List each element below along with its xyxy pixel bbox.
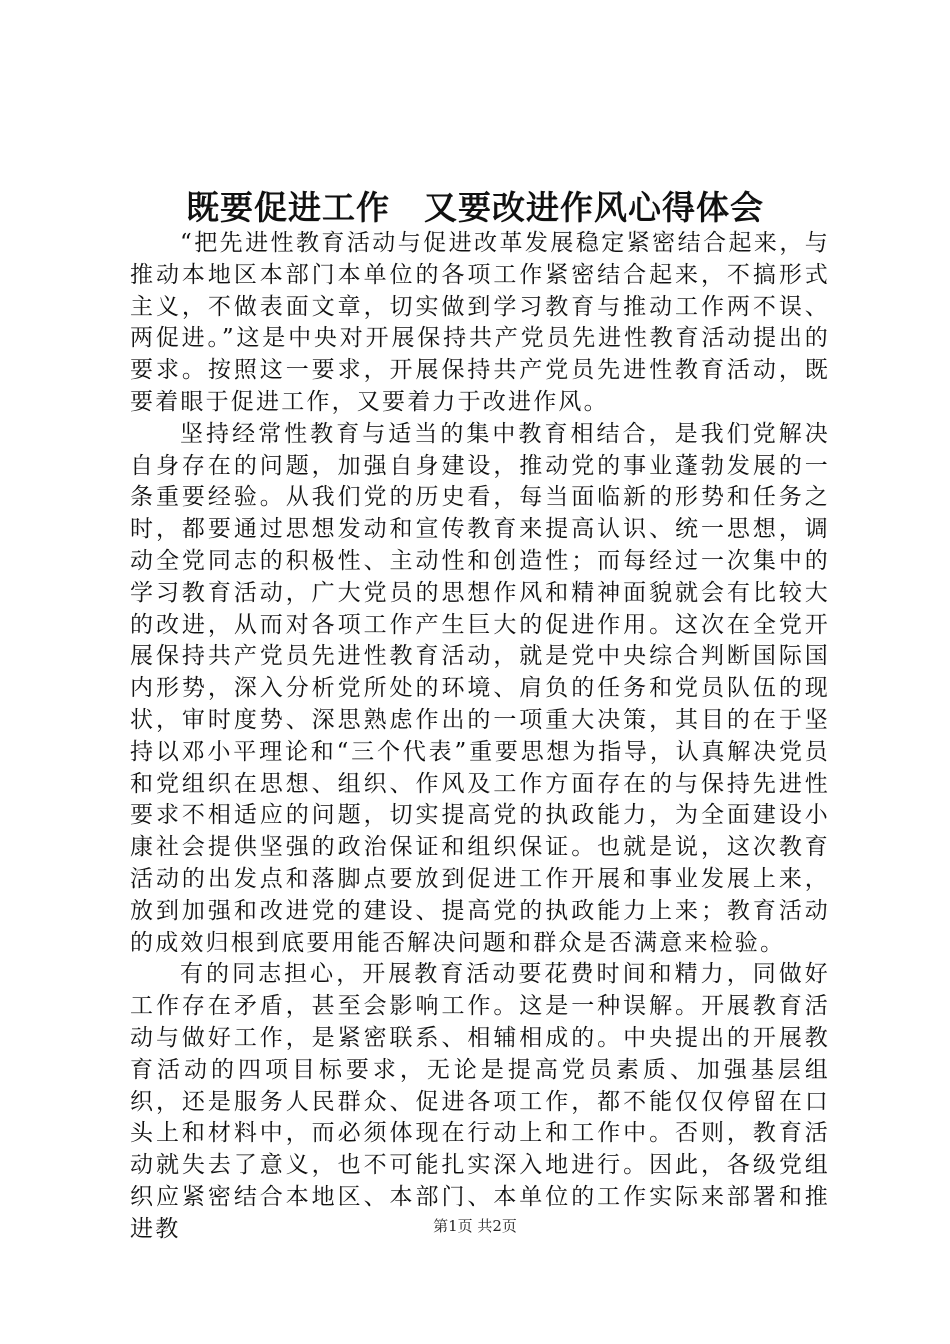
paragraph-2: 坚持经常性教育与适当的集中教育相结合，是我们党解决自身存在的问题，加强自身建设，推动党的事业蓬勃发展的一条重要经验。从我们党的历史看，每当面临新的形势和任务之时，都要通过思想发动和宣传教育来提高认识、统一思想，调动全党同志的积极性、主动性和创造性；而每经过一次集中的学习教育活动，广大党员的思想作风和精神面貌就会有比较大的改进，从而对各项工作产生巨大的促进作用。这次在全党开展保持共产党员先进性教育活动，就是党中央综合判断国际国内形势，深入分析党所处的环境、肩负的任务和党员队伍的现状，审时度势、深思熟虑作出的一项重大决策，其目的在于坚持以邓小平理论和“三个代表”重要思想为指导，认真解决党员和党组织在思想、组织、作风及工作方面存在的与保持先进性要求不相适应的问题，切实提高党的执政能力，为全面建设小康社会提供坚强的政治保证和组织保证。也就是说，这次教育活动的出发点和落脚点要放到促进工作开展和事业发展上来，放到加强和改进党的建设、提高党的执政能力上来；教育活动的成效归根到底要用能否解决问题和群众是否满意来检验。 bbox=[130, 420, 830, 956]
paragraph-1: “把先进性教育活动与促进改革发展稳定紧密结合起来，与推动本地区本部门本单位的各项工作紧密结合起来，不搞形式主义，不做表面文章，切实做到学习教育与推动工作两不误、两促进。”这是中央对开展保持共产党员先进性教育活动提出的要求。按照这一要求，开展保持共产党员先进性教育活动，既要着眼于促进工作，又要着力于改进作风。 bbox=[130, 230, 830, 415]
paragraph-3: 有的同志担心，开展教育活动要花费时间和精力，同做好工作存在矛盾，甚至会影响工作。这是一种误解。开展教育活动与做好工作，是紧密联系、相辅相成的。中央提出的开展教育活动的四项目标要求，无论是提高党员素质、加强基层组织，还是服务人民群众、促进各项工作，都不能仅仅停留在口头上和材料中，而必须体现在行动上和工作中。否则，教育活动就失去了意义，也不可能扎实深入地进行。因此，各级党组织应紧密结合本地区、本部门、本单位的工作实际来部署和推进教 bbox=[130, 961, 830, 1242]
page-number-footer: 第1页 共2页 bbox=[433, 1217, 517, 1235]
document-title: 既要促进工作 又要改进作风心得体会 bbox=[186, 188, 764, 227]
